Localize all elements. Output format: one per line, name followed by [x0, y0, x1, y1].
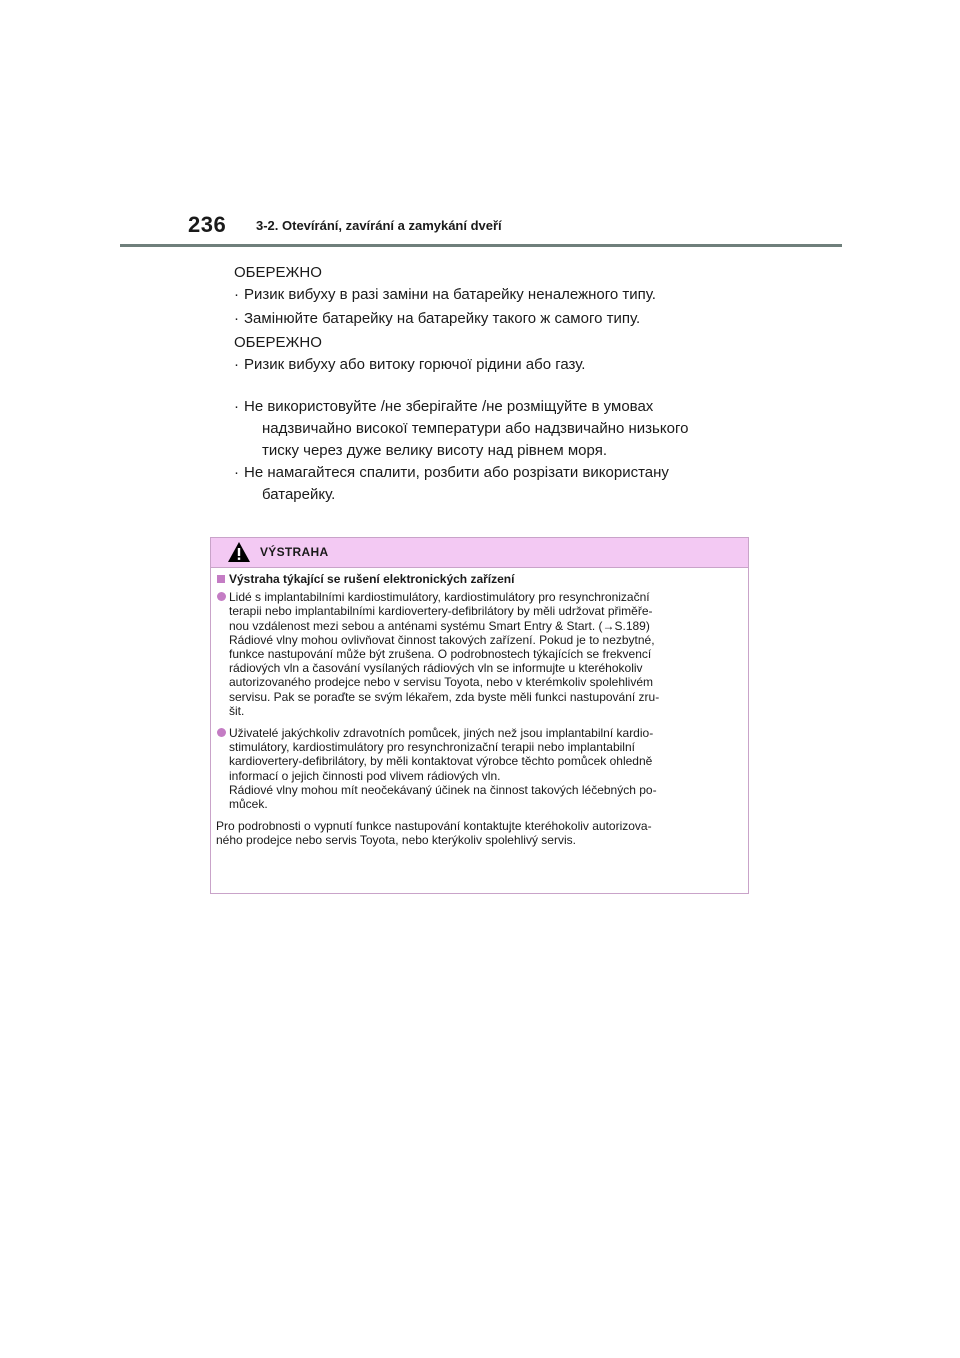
caution-item: · Ризик вибуху або витоку горючої рідини або газу. [234, 354, 734, 376]
ukrainian-caution-block [234, 262, 734, 506]
warning-triangle-icon [227, 541, 251, 563]
round-bullet-icon [217, 592, 226, 601]
caution-item: · Не використовуйте /не зберігайте /не розміщуйте в умовах надзвичайно високої температури або надзвичайно низького тиску через дуже велику висоту над рівнем моря. [234, 398, 689, 459]
warning-item: Lidé s implantabilními kardiostimulátory, kardiostimulátory pro resynchronizační terapii nebo implantabilními kardiovertery-defibrilátory by měli udržovat přiměře- nou vzdálenost mezi sebou a anténami systému Smart Entry & Start. (→S.189) Rádiové vlny mohou ovlivňovat činnost takových zařízení. Pokud je to nezbytné, funkce nastupování může být zrušena. O podrobnostech týkajících se frekvencí rádiových vln a časování vysílaných rádiových vln se informujte u kteréhokoliv autorizovaného prodejce nebo v servisu Toyota, nebo v kterémkoliv spolehlivém servisu. Pak se poraďte se svým lékařem, zda byste měli funkci nastupování zru- šit. [216, 590, 742, 718]
bullet-dot: · [234, 356, 239, 373]
square-bullet-icon [217, 575, 225, 583]
warning-item: Uživatelé jakýchkoliv zdravotních pomůcek, jiných než jsou implantabilní kardio- stimulátory, kardiostimulátory pro resynchronizační terapii nebo implantabilní kardiovertery-defibrilátory, by měli kontaktovat výrobce těchto pomůcek ohledně informací o jejich činnosti pod vlivem rádiových vln. Rádiové vlny mohou mít neočekávaný účinek na činnost takových léčebných po- můcek. [216, 726, 742, 811]
warning-box [210, 537, 749, 894]
warning-header [211, 538, 748, 568]
bullet-dot: · [234, 310, 239, 327]
caution-item: · Ризик вибуху в разі заміни на батарейку неналежного типу. [234, 284, 734, 306]
page-number: 236 [188, 212, 227, 237]
bullet-dot: · [234, 398, 239, 415]
section-title: 3-2. Otevírání, zavírání a zamykání dveří [256, 218, 502, 233]
warning-body [211, 568, 748, 848]
warning-note: Pro podrobnosti o vypnutí funkce nastupování kontaktujte kteréhokoliv autorizova- ného prodejce nebo servis Toyota, nebo kterýkoliv spolehlivý servis. [216, 819, 652, 848]
caution-item: · Не намагайтеся спалити, розбити або розрізати використану батарейку. [234, 464, 669, 503]
caution-heading: ОБЕРЕЖНО [234, 334, 322, 351]
bullet-dot: · [234, 286, 239, 303]
bullet-dot: · [234, 464, 239, 481]
caution-heading: ОБЕРЕЖНО [234, 264, 322, 281]
caution-item: · Замінюйте батарейку на батарейку такого ж самого типу. [234, 308, 734, 330]
warning-title: VÝSTRAHA [260, 545, 329, 559]
header-rule [120, 244, 842, 247]
round-bullet-icon [217, 728, 226, 737]
page-header [120, 212, 842, 248]
warning-subheading: Výstraha týkající se rušení elektronických zařízení [216, 572, 742, 586]
